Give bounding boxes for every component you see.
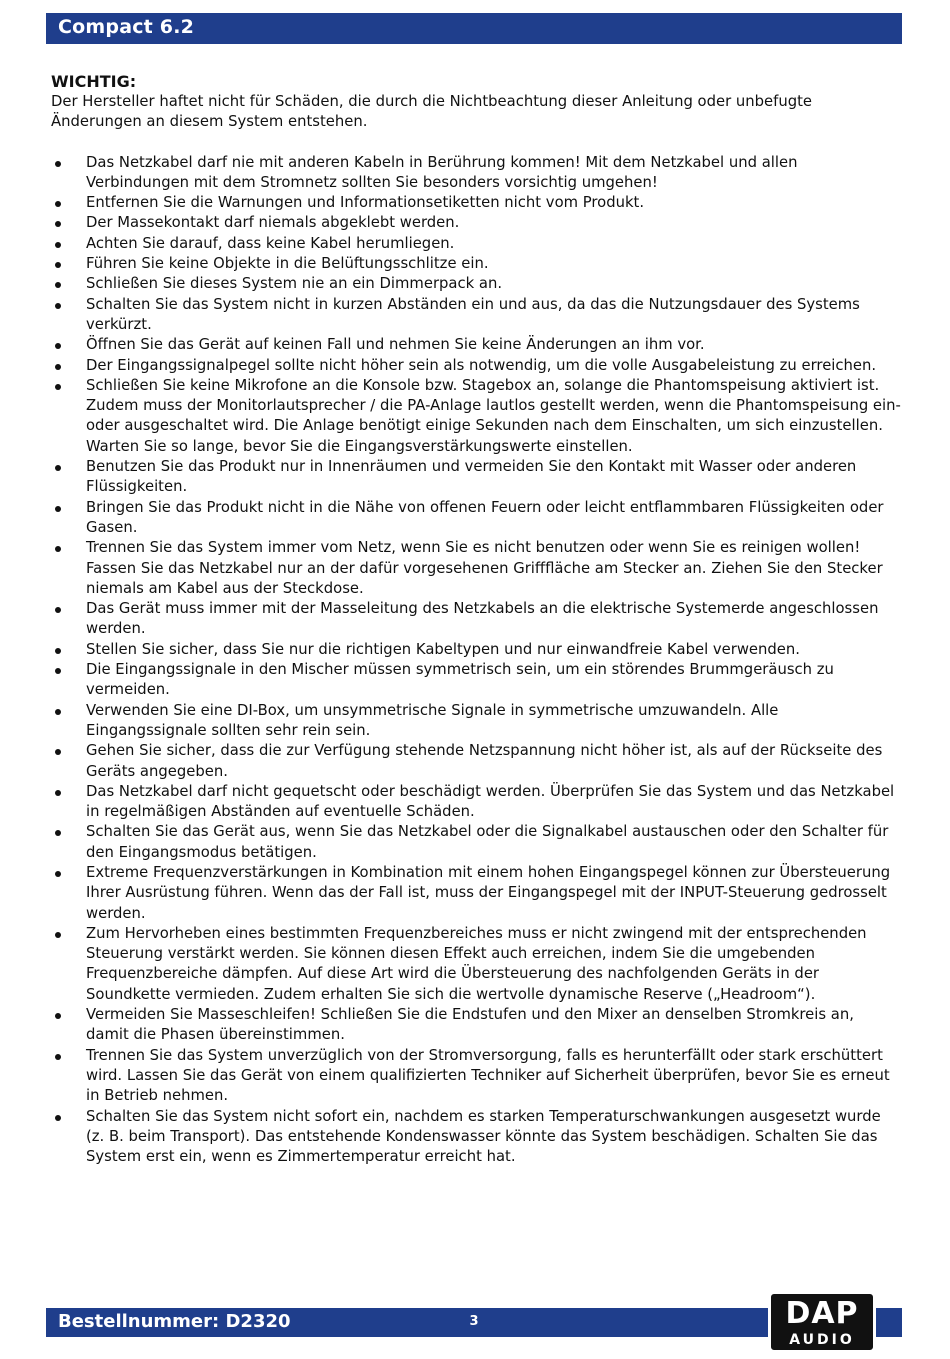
bullet-icon: [55, 749, 61, 755]
dap-audio-logo: [768, 1291, 876, 1353]
bullet-icon: [55, 506, 61, 512]
section-heading: WICHTIG:: [51, 72, 137, 91]
bullet-icon: [55, 830, 61, 836]
list-item-text: Stellen Sie sicher, dass Sie nur die richtigen Kabeltypen und nur einwandfreie Kabel verwenden.: [86, 640, 800, 658]
list-item-text: Benutzen Sie das Produkt nur in Innenräumen und vermeiden Sie den Kontakt mit Wasser oder anderen Flüssigkeiten.: [86, 458, 857, 496]
list-item: [51, 782, 901, 823]
list-item-text: Trennen Sie das System unverzüglich von der Stromversorgung, falls es herunterfällt oder stark erschüttert wird. Lassen Sie das Gerät von einem qualifizierten Techniker auf Sicherheit überprüfen, bevor Sie es erneut in Betrieb nehmen.: [86, 1046, 890, 1105]
bullet-icon: [55, 607, 61, 613]
bullet-icon: [55, 161, 61, 167]
list-item: [51, 599, 901, 640]
bullet-icon: [55, 1115, 61, 1121]
bullet-icon: [55, 201, 61, 207]
page-number: 3: [469, 1314, 479, 1329]
bullet-icon: [55, 242, 61, 248]
list-item-text: Das Gerät muss immer mit der Masseleitung des Netzkabels an die elektrische Systemerde angeschlossen werden.: [86, 600, 879, 638]
bullet-icon: [55, 1013, 61, 1019]
list-item-text: Schließen Sie keine Mikrofone an die Konsole bzw. Stagebox an, solange die Phantomspeisung aktiviert ist. Zudem muss der Monitorlautsprecher / die PA-Anlage lautlos gestellt werden, wenn die Phantomspeisung ein- oder ausgeschaltet wird. Die Anlage benötigt einige Sekunden nach dem Einschalten, um sich einzustellen. Warten Sie so lange, bevor Sie die Eingangsverstärkungswerte einstellen.: [86, 376, 901, 455]
list-item-text: Gehen Sie sicher, dass die zur Verfügung stehende Netzspannung nicht höher ist, als auf der Rückseite des Geräts angegeben.: [86, 742, 883, 780]
logo-main-text: DAP: [785, 1296, 859, 1331]
list-item-text: Führen Sie keine Objekte in die Belüftungsschlitze ein.: [86, 255, 489, 273]
list-item-text: Extreme Frequenzverstärkungen in Kombination mit einem hohen Eingangspegel können zur Übersteuerung Ihrer Ausrüstung führen. Wenn das der Fall ist, muss der Eingangspegel mit der INPUT-Steuerung gedrosselt werden.: [86, 863, 891, 922]
bullet-icon: [55, 648, 61, 654]
list-item-text: Öffnen Sie das Gerät auf keinen Fall und nehmen Sie keine Änderungen an ihm vor.: [86, 336, 705, 354]
list-item-text: Trennen Sie das System immer vom Netz, wenn Sie es nicht benutzen oder wenn Sie es reinigen wollen! Fassen Sie das Netzkabel nur an der dafür vorgesehenen Grifffläche am Stecker an. Ziehen Sie den Stecker niemals am Kabel aus der Steckdose.: [86, 539, 883, 597]
list-item-text: Das Netzkabel darf nicht gequetscht oder beschädigt werden. Überprüfen Sie das System und das Netzkabel in regelmäßigen Abständen auf eventuelle Schäden.: [86, 782, 895, 821]
list-item-text: Das Netzkabel darf nie mit anderen Kabeln in Berührung kommen! Mit dem Netzkabel und allen Verbindungen mit dem Stromnetz sollten Sie besonders vorsichtig umgehen!: [86, 153, 798, 191]
bullet-icon: [55, 546, 61, 552]
bullet-icon: [55, 465, 61, 471]
bullet-icon: [55, 221, 61, 227]
list-item-text: Entfernen Sie die Warnungen und Informationsetiketten nicht vom Produkt.: [86, 194, 645, 212]
order-number: Bestellnummer: D2320: [58, 1311, 291, 1332]
list-item-text: Der Eingangssignalpegel sollte nicht höher sein als notwendig, um die volle Ausgabeleistung zu erreichen.: [86, 356, 877, 374]
safety-warning-list: [51, 153, 901, 1168]
list-item-text: Bringen Sie das Produkt nicht in die Nähe von offenen Feuern oder leicht entflammbaren Flüssigkeiten oder Gasen.: [86, 498, 884, 536]
list-item-text: Verwenden Sie eine DI-Box, um unsymmetrische Signale in symmetrische umzuwandeln. Alle Eingangssignale sollten sehr rein sein.: [86, 701, 779, 739]
list-item: [51, 153, 901, 194]
list-item-text: Schalten Sie das System nicht sofort ein, nachdem es starken Temperaturschwankungen ausgesetzt wurde (z. B. beim Transport). Das entstehende Kondenswasser könnte das System beschädigen. Schalten Sie das System erst ein, wenn es Zimmertemperatur erreicht hat.: [86, 1107, 881, 1166]
bullet-icon: [55, 790, 61, 796]
intro-paragraph: Der Hersteller haftet nicht für Schäden, die durch die Nichtbeachtung dieser Anleitung oder unbefugte Änderungen an diesem System entstehen.: [51, 93, 813, 131]
list-item: [51, 457, 901, 498]
bullet-icon: [55, 384, 61, 390]
list-item: [51, 640, 901, 660]
list-item: [51, 498, 901, 539]
list-item: [51, 356, 901, 376]
list-item: [51, 660, 901, 701]
list-item-text: Die Eingangssignale in den Mischer müssen symmetrisch sein, um ein störendes Brummgeräusch zu vermeiden.: [86, 661, 834, 699]
list-item: [51, 538, 901, 599]
bullet-icon: [55, 871, 61, 877]
bullet-icon: [55, 262, 61, 268]
list-item: [51, 335, 901, 355]
list-item: [51, 924, 901, 1005]
bullet-icon: [55, 282, 61, 288]
list-item: [51, 274, 901, 294]
list-item: [51, 254, 901, 274]
list-item: [51, 234, 901, 254]
bullet-icon: [55, 932, 61, 938]
bullet-icon: [55, 1054, 61, 1060]
list-item-text: Schließen Sie dieses System nie an ein Dimmerpack an.: [86, 275, 503, 293]
list-item: [51, 701, 901, 742]
list-item-text: Schalten Sie das System nicht in kurzen Abständen ein und aus, da das die Nutzungsdauer des Systems verkürzt.: [86, 295, 860, 333]
list-item: [51, 213, 901, 233]
list-item: [51, 863, 901, 924]
list-item: [51, 1107, 901, 1168]
list-item-text: Der Massekontakt darf niemals abgeklebt werden.: [86, 214, 460, 232]
list-item: [51, 376, 901, 457]
main-content: [51, 72, 901, 1167]
list-item: [51, 822, 901, 863]
list-item: [51, 741, 901, 782]
list-item: [51, 1005, 901, 1046]
header-bar: [46, 13, 902, 44]
list-item-text: Schalten Sie das Gerät aus, wenn Sie das Netzkabel oder die Signalkabel austauschen oder den Schalter für den Eingangsmodus betätigen.: [86, 823, 889, 861]
list-item-text: Zum Hervorheben eines bestimmten Frequenzbereiches muss er nicht zwingend mit der entsprechenden Steuerung verstärkt werden. Sie können diesen Effekt auch erreichen, indem Sie die umgebenden Frequenzbereiche dämpfen. Auf diese Art wird die Übersteuerung des nachfolgenden Geräts in der Soundkette vermieden. Zudem erhalten Sie sich die wertvolle dynamische Reserve („Headroom“).: [86, 924, 867, 1003]
bullet-icon: [55, 364, 61, 370]
list-item: [51, 1046, 901, 1107]
bullet-icon: [55, 709, 61, 715]
list-item: [51, 193, 901, 213]
list-item-text: Vermeiden Sie Masseschleifen! Schließen Sie die Endstufen und den Mixer an denselben Stromkreis an, damit die Phasen übereinstimmen.: [86, 1006, 854, 1044]
bullet-icon: [55, 668, 61, 674]
list-item-text: Achten Sie darauf, dass keine Kabel herumliegen.: [86, 234, 455, 252]
bullet-icon: [55, 343, 61, 349]
list-item: [51, 295, 901, 336]
document-title: Compact 6.2: [58, 16, 195, 38]
logo-sub-text: AUDIO: [789, 1332, 855, 1348]
bullet-icon: [55, 303, 61, 309]
